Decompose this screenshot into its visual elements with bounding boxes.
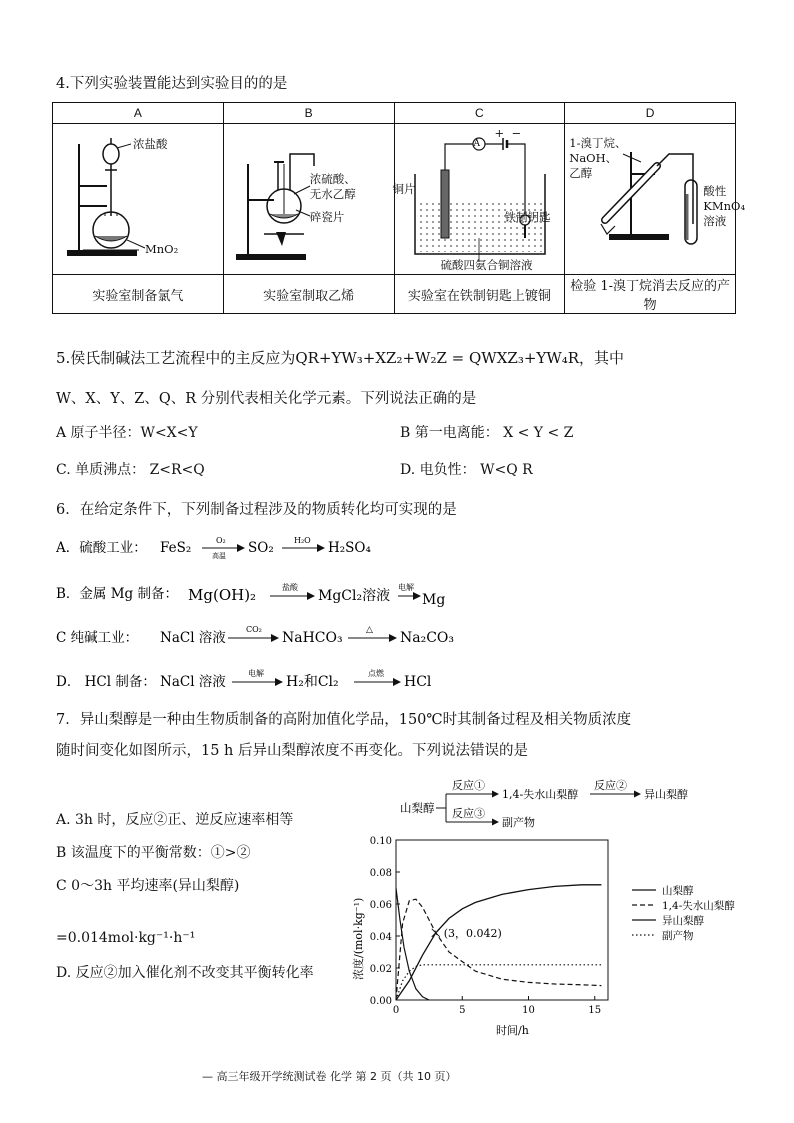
header-c: C [394, 103, 565, 124]
label-solution: 溶液 [703, 214, 727, 228]
label-mno2: MnO₂ [145, 242, 179, 256]
apparatus-b-cell [223, 124, 394, 275]
q6-stem: 6．在给定条件下，下列制备过程涉及的物质转化均可实现的是 [56, 502, 457, 518]
label-tetraammine-copper-solution: 硫酸四氨合铜溶液 [440, 258, 533, 272]
q6-c-cond2-top: △ [366, 625, 373, 635]
apparatus-table [52, 102, 746, 314]
ammeter-label: A [473, 139, 480, 149]
legend-label: 1,4-失水山梨醇 [662, 900, 735, 912]
q6-d-start: NaCl 溶液 [160, 674, 226, 690]
q5-stem-line2: W、X、Y、Z、Q、R 分别代表相关化学元素。下列说法正确的是 [56, 391, 477, 407]
caption-b: 实验室制取乙烯 [223, 275, 394, 314]
concentration-chart [350, 830, 750, 1040]
chart-ylabel: 浓度/(mol·kg⁻¹) [352, 897, 365, 980]
y-tick-label: 0.06 [369, 900, 392, 911]
scheme-isosorbide: 异山梨醇 [644, 788, 688, 801]
q5-option-d: D. 电负性： W<Q R [400, 462, 533, 478]
scheme-reaction-2: 反应② [594, 779, 627, 792]
apparatus-d-cell [565, 124, 746, 275]
header-d: D [565, 103, 736, 124]
legend-label: 山梨醇 [662, 885, 694, 897]
q6-d-end: HCl [404, 674, 432, 690]
chart-xlabel: 时间/h [496, 1024, 529, 1037]
battery-plus: + [494, 126, 505, 140]
q6-c-end: Na₂CO₃ [400, 630, 455, 646]
x-tick-label: 10 [522, 1005, 535, 1016]
label-ethanol: 乙醇 [569, 166, 593, 180]
q6-a-start: FeS₂ [160, 540, 192, 556]
x-tick-label: 5 [459, 1005, 466, 1016]
scheme-sorbitol: 山梨醇 [400, 801, 435, 815]
q6-b-cond2-top: 电解 [398, 583, 414, 592]
header-a: A [53, 103, 224, 124]
caption-d: 检验 1-溴丁烷消去反应的产物 [565, 275, 736, 314]
q5-stem-line1: 5.侯氏制碱法工艺流程中的主反应为QR+YW₃+XZ₂+W₂Z = QWXZ₃+YW₄R，其中 [56, 349, 625, 367]
q7-option-c: C 0～3h 平均速率(异山梨醇) [56, 878, 240, 894]
label-conc-hcl: 浓盐酸 [133, 137, 168, 151]
q6-b-prefix: B．金属 Mg 制备： [56, 586, 178, 602]
q5-option-b: B 第一电离能： X < Y < Z [400, 425, 574, 441]
apparatus-c-cell [394, 124, 565, 275]
apparatus-b-diagram [224, 124, 394, 274]
q7-option-a: A. 3h 时，反应②正、逆反应速率相等 [56, 812, 294, 828]
label-copper-sheet: 铜片 [392, 182, 416, 196]
q6-b-end: Mg [422, 592, 446, 608]
q6-b-cond1-top: 盐酸 [282, 583, 298, 592]
q6-a-cond1-top: O₂ [216, 536, 226, 545]
q5-option-a: A 原子半径：W<X<Y [56, 425, 198, 441]
q7-stem-line2: 随时间变化如图所示，15 h 后异山梨醇浓度不再变化。下列说法错误的是 [56, 743, 529, 759]
q6-b-start: Mg(OH)₂ [188, 586, 257, 604]
x-tick-label: 0 [392, 1005, 400, 1016]
series-line-3 [396, 885, 601, 1000]
scheme-isosorbide-intermediate: 1,4-失水山梨醇 [502, 788, 579, 801]
q4-stem: 4.下列实验装置能达到实验目的的是 [56, 76, 288, 92]
q7-reaction-scheme [390, 776, 730, 836]
battery-minus: − [511, 126, 522, 140]
label-conc-h2so4: 浓硫酸、 [309, 172, 356, 186]
q6-d-cond1-top: 电解 [248, 669, 264, 678]
y-tick-label: 0.04 [369, 932, 392, 943]
q5-option-c: C. 单质沸点： Z<R<Q [56, 462, 205, 478]
q7-option-d: D. 反应②加入催化剂不改变其平衡转化率 [56, 965, 314, 981]
chart-frame [396, 840, 608, 1000]
q6-a-cond2-top: H₂O [294, 536, 311, 545]
y-tick-label: 0.02 [369, 964, 392, 975]
label-porcelain-chips: 碎瓷片 [309, 210, 345, 224]
q6-c-cond1-top: CO₂ [246, 625, 262, 634]
q6-c-start: NaCl 溶液 [160, 630, 226, 646]
q6-a-mid: SO₂ [248, 540, 274, 556]
q6-d-mid: H₂和Cl₂ [286, 674, 339, 690]
y-tick-label: 0.10 [369, 836, 392, 847]
label-1-bromobutane: 1-溴丁烷、 [569, 136, 627, 150]
q6-a-cond1-bottom: 高温 [212, 552, 226, 560]
q6-c-prefix: C 纯碱工业： [56, 630, 139, 646]
label-acidic: 酸性 [703, 184, 727, 198]
scheme-byproduct: 副产物 [502, 816, 535, 829]
q7-option-b: B 该温度下的平衡常数：①>② [56, 845, 251, 861]
q6-b-mid: MgCl₂溶液 [318, 588, 391, 604]
q6-d-cond2-top: 点燃 [368, 669, 384, 678]
q6-a-prefix: A．硫酸工业： [56, 540, 147, 556]
caption-a: 实验室制备氯气 [53, 275, 224, 314]
page-footer: — 高三年级开学统测试卷 化学 第 2 页（共 10 页） [202, 1070, 457, 1083]
legend-label: 副产物 [662, 930, 694, 942]
q7-option-c-continued: =0.014mol·kg⁻¹·h⁻¹ [56, 930, 196, 946]
caption-c: 实验室在铁制钥匙上镀铜 [394, 275, 565, 314]
series-line-2 [396, 899, 601, 1000]
q6-reaction-schemes [56, 530, 616, 700]
q6-a-end: H₂SO₄ [328, 540, 371, 556]
legend-label: 异山梨醇 [662, 915, 704, 927]
q6-d-prefix: D． HCl 制备： [56, 674, 156, 690]
q6-c-mid: NaHCO₃ [282, 630, 343, 646]
label-kmno4: KMnO₄ [703, 199, 746, 213]
series-line-4 [396, 965, 601, 1000]
y-tick-label: 0.08 [369, 868, 392, 879]
x-tick-label: 15 [588, 1005, 602, 1016]
scheme-reaction-1: 反应① [452, 779, 485, 792]
scheme-reaction-3: 反应③ [452, 807, 485, 820]
q7-stem-line1: 7．异山梨醇是一种由生物质制备的高附加值化学品，150℃时其制备过程及相关物质浓度 [56, 712, 632, 728]
header-b: B [223, 103, 394, 124]
label-naoh: NaOH、 [569, 151, 618, 165]
label-iron-key: 铁制钥匙 [504, 210, 551, 224]
apparatus-a-cell [53, 124, 224, 275]
y-tick-label: 0.00 [369, 996, 392, 1007]
label-anhydrous-ethanol: 无水乙醇 [309, 187, 356, 201]
chart-annotation: (3，0.042) [443, 926, 502, 940]
